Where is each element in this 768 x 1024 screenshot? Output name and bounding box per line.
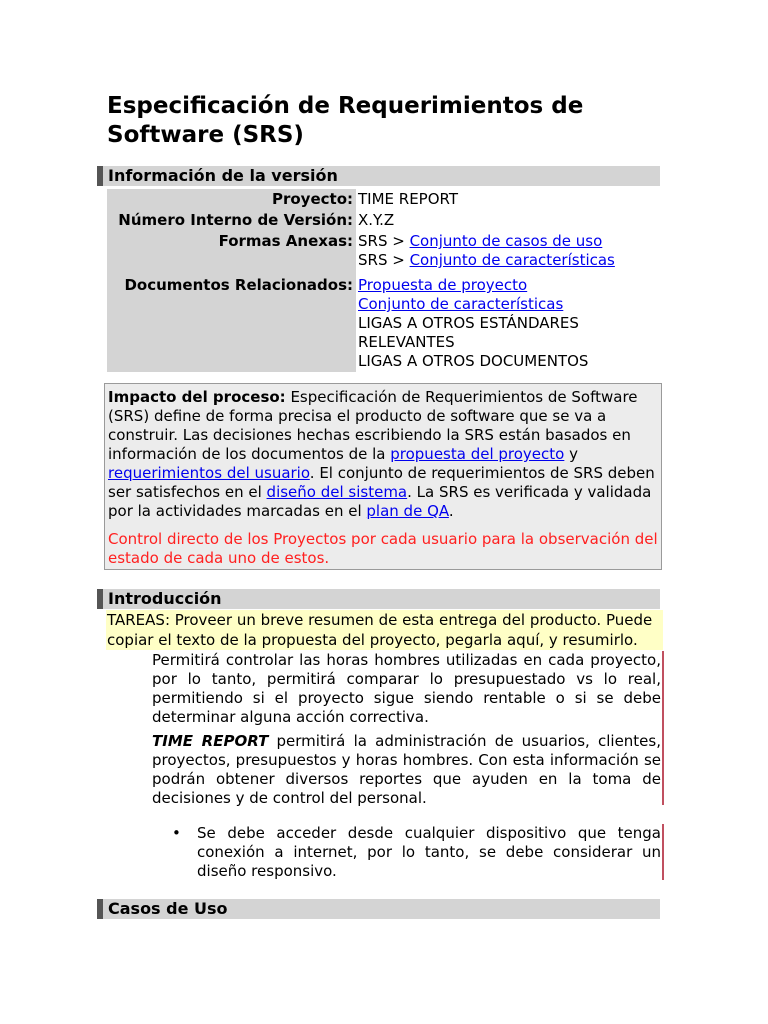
impact-label: Impacto del proceso: (108, 388, 286, 406)
impact-text-2: y (564, 445, 578, 463)
link-proposal[interactable]: propuesta del proyecto (390, 445, 565, 463)
link-use-cases[interactable]: Conjunto de casos de uso (409, 232, 603, 250)
change-bar (662, 824, 664, 880)
impact-note: Control directo de los Proyectos por cada usuario para la observación del estado de cada uno de estos. (108, 530, 658, 567)
section-heading-introduction: Introducción (97, 589, 660, 609)
annex-prefix-1: SRS > (358, 232, 410, 250)
related-documents-text: LIGAS A OTROS DOCUMENTOS (358, 352, 589, 370)
intro-paragraph-1: Permitirá controlar las horas hombres utilizadas en cada proyecto, por lo tanto, permitirá comparar lo presupuestado vs lo real, permitiendo si el proyecto sigue siendo rentable o si se debe determinar alguna acción correctiva. (152, 651, 661, 726)
info-row-related (107, 275, 660, 372)
bullet-text: Se debe acceder desde cualquier dispositivo que tenga conexión a internet, por lo tanto, se debe considerar un diseño responsivo. (197, 824, 661, 880)
link-qa-plan[interactable]: plan de QA (366, 502, 449, 520)
link-system-design[interactable]: diseño del sistema (266, 483, 408, 501)
info-value-project: TIME REPORT (358, 190, 459, 208)
info-label-related: Documentos Relacionados: (107, 275, 356, 372)
impact-text-1: Especificación de Requerimientos de Software (SRS) define de forma precisa el producto de software que se va a construir. Las decisiones hechas escribiendo la SRS están basados en información de los documentos de la (108, 388, 638, 463)
bullet-list-item (172, 824, 661, 881)
link-related-features[interactable]: Conjunto de características (358, 295, 564, 313)
page-title: Especificación de Requerimientos de Software (SRS) (107, 93, 584, 148)
info-label-version: Número Interno de Versión: (107, 210, 356, 231)
info-row-project (107, 189, 660, 210)
link-features[interactable]: Conjunto de características (409, 251, 615, 269)
info-row-version (107, 210, 660, 231)
impact-text-5: . (448, 502, 454, 520)
impact-paragraph (108, 388, 658, 521)
info-row-annex (107, 231, 660, 271)
section-heading-version-info: Información de la versión (97, 166, 660, 186)
intro-paragraph-2 (152, 732, 661, 808)
bullet-dot-icon: • (172, 824, 181, 842)
link-project-proposal[interactable]: Propuesta de proyecto (358, 276, 528, 294)
related-standards-text: LIGAS A OTROS ESTÁNDARES RELEVANTES (358, 314, 579, 351)
process-impact-box (104, 383, 662, 570)
info-value-version: X.Y.Z (358, 211, 395, 229)
version-info-table (107, 189, 660, 372)
intro-paragraph-2-text: permitirá la administración de usuarios, clientes, proyectos, presupuestos y horas hombres. Con esta información se podrán obtener diversos reportes que ayuden en la toma de decisiones y de control del personal. (152, 732, 661, 807)
info-label-project: Proyecto: (107, 189, 356, 210)
section-heading-use-cases: Casos de Uso (97, 899, 660, 919)
impact-text-4: . La SRS es verificada y validada por la actividades marcadas en el (108, 483, 652, 520)
introduction-body (152, 651, 661, 808)
annex-prefix-2: SRS > (358, 251, 410, 269)
info-label-annex: Formas Anexas: (107, 231, 356, 271)
impact-text-3: . El conjunto de requerimientos de SRS deben ser satisfechos en el (108, 464, 655, 501)
change-bar (662, 651, 664, 805)
info-value-annex (356, 231, 660, 271)
info-value-related (356, 275, 660, 372)
tasks-note: TAREAS: Proveer un breve resumen de esta entrega del producto. Puede copiar el texto de la propuesta del proyecto, pegarla aquí, y resumirlo. (106, 610, 663, 650)
intro-emphasis: TIME REPORT (152, 732, 269, 750)
link-user-requirements[interactable]: requerimientos del usuario (108, 464, 310, 482)
